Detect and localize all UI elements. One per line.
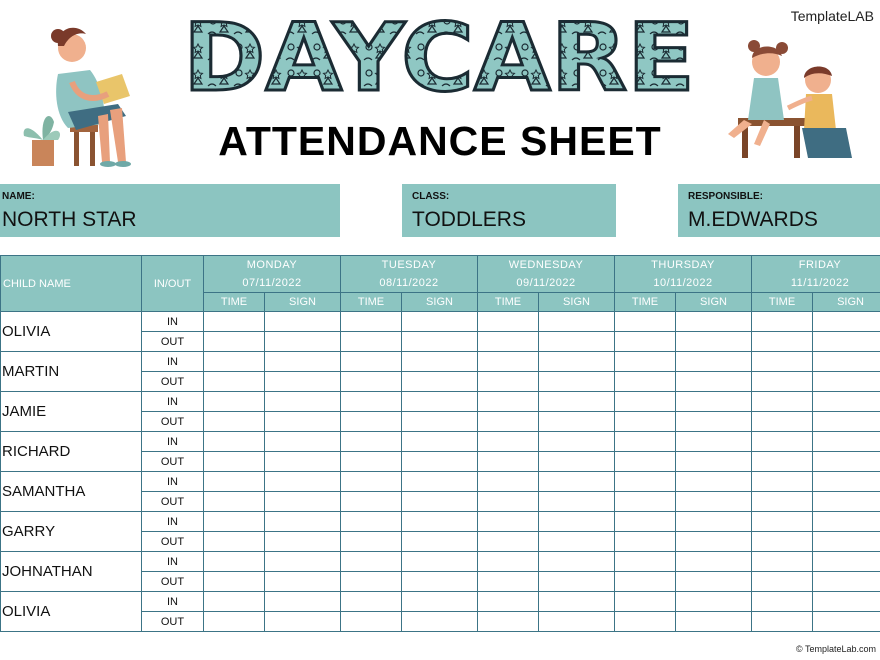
day-date: 10/11/2022 (653, 277, 713, 289)
in-label-cell: IN (142, 592, 204, 612)
sign-entry-cell[interactable] (539, 512, 615, 532)
time-entry-cell[interactable] (341, 352, 402, 372)
day-header (204, 256, 341, 293)
time-column-header: TIME (478, 293, 539, 312)
out-label-cell: OUT (142, 372, 204, 392)
sign-entry-cell[interactable] (265, 552, 341, 572)
time-entry-cell[interactable] (615, 572, 676, 592)
sign-entry-cell[interactable] (539, 332, 615, 352)
day-name: MONDAY (246, 259, 298, 271)
sign-entry-cell[interactable] (676, 452, 752, 472)
table-row (1, 472, 880, 492)
sign-column-header: SIGN (676, 293, 752, 312)
sign-entry-cell[interactable] (813, 352, 880, 372)
sign-entry-cell[interactable] (402, 472, 478, 492)
time-column-header: TIME (341, 293, 402, 312)
sign-entry-cell[interactable] (813, 552, 880, 572)
day-header (752, 256, 880, 293)
time-entry-cell[interactable] (615, 352, 676, 372)
table-row (1, 552, 880, 572)
child-name-cell: MARTIN (1, 352, 142, 392)
child-name-cell: GARRY (1, 512, 142, 552)
table-row (1, 312, 880, 332)
table-row (1, 512, 880, 532)
time-entry-cell[interactable] (478, 532, 539, 552)
name-value: NORTH STAR (2, 208, 137, 231)
time-entry-cell[interactable] (204, 472, 265, 492)
sign-entry-cell[interactable] (265, 352, 341, 372)
sign-entry-cell[interactable] (676, 572, 752, 592)
time-entry-cell[interactable] (341, 552, 402, 572)
time-entry-cell[interactable] (752, 392, 813, 412)
time-entry-cell[interactable] (341, 432, 402, 452)
time-entry-cell[interactable] (341, 452, 402, 472)
time-entry-cell[interactable] (478, 492, 539, 512)
sign-entry-cell[interactable] (539, 312, 615, 332)
sign-column-header: SIGN (402, 293, 478, 312)
day-name: TUESDAY (381, 259, 437, 271)
sign-entry-cell[interactable] (676, 412, 752, 432)
time-entry-cell[interactable] (478, 512, 539, 532)
in-label-cell: IN (142, 552, 204, 572)
sign-entry-cell[interactable] (265, 412, 341, 432)
sign-entry-cell[interactable] (813, 312, 880, 332)
time-entry-cell[interactable] (615, 332, 676, 352)
class-label: CLASS: (412, 191, 450, 202)
time-entry-cell[interactable] (341, 372, 402, 392)
time-column-header: TIME (752, 293, 813, 312)
time-entry-cell[interactable] (615, 472, 676, 492)
sign-entry-cell[interactable] (813, 392, 880, 412)
time-entry-cell[interactable] (204, 592, 265, 612)
attendance-sheet-title: ATTENDANCE SHEET (218, 118, 662, 164)
time-entry-cell[interactable] (341, 392, 402, 412)
sign-entry-cell[interactable] (539, 392, 615, 412)
sign-entry-cell[interactable] (265, 572, 341, 592)
sign-entry-cell[interactable] (813, 592, 880, 612)
table-row (1, 592, 880, 612)
sign-entry-cell[interactable] (539, 612, 615, 632)
time-entry-cell[interactable] (615, 452, 676, 472)
sign-entry-cell[interactable] (265, 452, 341, 472)
sign-entry-cell[interactable] (402, 392, 478, 412)
time-entry-cell[interactable] (341, 532, 402, 552)
sign-entry-cell[interactable] (539, 352, 615, 372)
time-entry-cell[interactable] (752, 352, 813, 372)
sign-entry-cell[interactable] (676, 492, 752, 512)
brand-logo: TemplateLAB (790, 8, 874, 24)
in-label-cell: IN (142, 512, 204, 532)
sign-entry-cell[interactable] (402, 592, 478, 612)
time-entry-cell[interactable] (478, 312, 539, 332)
time-entry-cell[interactable] (478, 572, 539, 592)
sign-entry-cell[interactable] (265, 592, 341, 612)
child-name-cell: RICHARD (1, 432, 142, 472)
attendance-table (0, 255, 880, 632)
day-date: 11/11/2022 (790, 277, 850, 289)
sign-entry-cell[interactable] (402, 312, 478, 332)
time-entry-cell[interactable] (204, 552, 265, 572)
sign-entry-cell[interactable] (539, 412, 615, 432)
table-row (1, 432, 880, 452)
sign-entry-cell[interactable] (676, 332, 752, 352)
sign-entry-cell[interactable] (402, 492, 478, 512)
sign-entry-cell[interactable] (402, 432, 478, 452)
sign-entry-cell[interactable] (402, 552, 478, 572)
child-name-cell: OLIVIA (1, 592, 142, 632)
time-entry-cell[interactable] (204, 412, 265, 432)
sign-entry-cell[interactable] (402, 532, 478, 552)
time-entry-cell[interactable] (752, 432, 813, 452)
sign-entry-cell[interactable] (539, 472, 615, 492)
in-label-cell: IN (142, 432, 204, 452)
sign-entry-cell[interactable] (265, 392, 341, 412)
time-entry-cell[interactable] (204, 352, 265, 372)
name-box (0, 184, 340, 237)
day-name: FRIDAY (798, 259, 842, 271)
sign-entry-cell[interactable] (539, 372, 615, 392)
sign-entry-cell[interactable] (813, 452, 880, 472)
in-label-cell: IN (142, 472, 204, 492)
time-entry-cell[interactable] (752, 612, 813, 632)
child-name-header: CHILD NAME (1, 256, 142, 312)
sign-entry-cell[interactable] (813, 472, 880, 492)
child-name-cell: SAMANTHA (1, 472, 142, 512)
day-header (341, 256, 478, 293)
day-header (615, 256, 752, 293)
time-entry-cell[interactable] (478, 552, 539, 572)
time-column-header: TIME (615, 293, 676, 312)
time-entry-cell[interactable] (752, 552, 813, 572)
class-box (402, 184, 616, 237)
class-value: TODDLERS (412, 208, 526, 231)
sign-entry-cell[interactable] (265, 312, 341, 332)
sign-entry-cell[interactable] (402, 412, 478, 432)
copyright-text: © TemplateLab.com (795, 644, 876, 654)
time-entry-cell[interactable] (478, 352, 539, 372)
sign-entry-cell[interactable] (676, 612, 752, 632)
sign-entry-cell[interactable] (676, 552, 752, 572)
time-entry-cell[interactable] (204, 572, 265, 592)
sign-entry-cell[interactable] (402, 612, 478, 632)
sign-entry-cell[interactable] (265, 472, 341, 492)
sign-entry-cell[interactable] (813, 512, 880, 532)
sign-entry-cell[interactable] (539, 592, 615, 612)
sign-entry-cell[interactable] (265, 612, 341, 632)
out-label-cell: OUT (142, 532, 204, 552)
sign-entry-cell[interactable] (676, 392, 752, 412)
sign-entry-cell[interactable] (402, 512, 478, 532)
sign-entry-cell[interactable] (813, 612, 880, 632)
sign-entry-cell[interactable] (265, 372, 341, 392)
name-label: NAME: (2, 191, 35, 202)
sign-entry-cell[interactable] (402, 572, 478, 592)
sign-entry-cell[interactable] (402, 372, 478, 392)
time-entry-cell[interactable] (204, 612, 265, 632)
time-entry-cell[interactable] (615, 312, 676, 332)
out-label-cell: OUT (142, 612, 204, 632)
sign-entry-cell[interactable] (265, 432, 341, 452)
time-entry-cell[interactable] (478, 472, 539, 492)
sign-column-header: SIGN (265, 293, 341, 312)
out-label-cell: OUT (142, 332, 204, 352)
in-label-cell: IN (142, 312, 204, 332)
sign-entry-cell[interactable] (539, 492, 615, 512)
time-entry-cell[interactable] (341, 412, 402, 432)
sign-entry-cell[interactable] (265, 512, 341, 532)
table-row (1, 392, 880, 412)
sign-entry-cell[interactable] (265, 332, 341, 352)
time-entry-cell[interactable] (478, 612, 539, 632)
out-label-cell: OUT (142, 412, 204, 432)
day-date: 08/11/2022 (379, 277, 439, 289)
time-entry-cell[interactable] (478, 412, 539, 432)
sign-entry-cell[interactable] (676, 432, 752, 452)
sign-entry-cell[interactable] (539, 572, 615, 592)
time-entry-cell[interactable] (752, 492, 813, 512)
day-name: THURSDAY (651, 259, 715, 271)
time-entry-cell[interactable] (752, 332, 813, 352)
sign-entry-cell[interactable] (676, 532, 752, 552)
sign-column-header: SIGN (813, 293, 880, 312)
sign-column-header: SIGN (539, 293, 615, 312)
sign-entry-cell[interactable] (676, 472, 752, 492)
time-entry-cell[interactable] (615, 392, 676, 412)
time-entry-cell[interactable] (615, 592, 676, 612)
time-entry-cell[interactable] (615, 372, 676, 392)
sign-entry-cell[interactable] (402, 332, 478, 352)
time-entry-cell[interactable] (478, 452, 539, 472)
time-entry-cell[interactable] (478, 432, 539, 452)
time-entry-cell[interactable] (615, 552, 676, 572)
time-entry-cell[interactable] (204, 432, 265, 452)
sign-entry-cell[interactable] (539, 432, 615, 452)
time-entry-cell[interactable] (752, 532, 813, 552)
time-entry-cell[interactable] (752, 592, 813, 612)
sign-entry-cell[interactable] (813, 432, 880, 452)
sign-entry-cell[interactable] (539, 552, 615, 572)
day-date: 09/11/2022 (516, 277, 576, 289)
day-header (478, 256, 615, 293)
sign-entry-cell[interactable] (402, 352, 478, 372)
sign-entry-cell[interactable] (813, 492, 880, 512)
out-label-cell: OUT (142, 452, 204, 472)
time-entry-cell[interactable] (204, 392, 265, 412)
time-entry-cell[interactable] (752, 472, 813, 492)
responsible-value: M.EDWARDS (688, 208, 818, 231)
time-entry-cell[interactable] (204, 492, 265, 512)
in-label-cell: IN (142, 352, 204, 372)
sign-entry-cell[interactable] (676, 312, 752, 332)
sign-entry-cell[interactable] (813, 412, 880, 432)
time-entry-cell[interactable] (204, 452, 265, 472)
table-row (1, 352, 880, 372)
sign-entry-cell[interactable] (813, 372, 880, 392)
day-name: WEDNESDAY (508, 259, 584, 271)
time-entry-cell[interactable] (752, 312, 813, 332)
time-entry-cell[interactable] (615, 532, 676, 552)
time-entry-cell[interactable] (204, 332, 265, 352)
child-name-cell: JOHNATHAN (1, 552, 142, 592)
time-entry-cell[interactable] (752, 512, 813, 532)
sign-entry-cell[interactable] (676, 512, 752, 532)
sign-entry-cell[interactable] (813, 532, 880, 552)
sign-entry-cell[interactable] (676, 372, 752, 392)
time-entry-cell[interactable] (615, 432, 676, 452)
time-entry-cell[interactable] (615, 612, 676, 632)
sign-entry-cell[interactable] (265, 492, 341, 512)
time-entry-cell[interactable] (752, 372, 813, 392)
time-entry-cell[interactable] (341, 472, 402, 492)
time-entry-cell[interactable] (615, 492, 676, 512)
sign-entry-cell[interactable] (402, 452, 478, 472)
time-entry-cell[interactable] (341, 312, 402, 332)
time-entry-cell[interactable] (341, 492, 402, 512)
time-column-header: TIME (204, 293, 265, 312)
in-out-header: IN/OUT (142, 256, 204, 312)
sign-entry-cell[interactable] (265, 532, 341, 552)
sign-entry-cell[interactable] (813, 332, 880, 352)
time-entry-cell[interactable] (341, 612, 402, 632)
sign-entry-cell[interactable] (539, 452, 615, 472)
sign-entry-cell[interactable] (813, 572, 880, 592)
time-entry-cell[interactable] (341, 332, 402, 352)
time-entry-cell[interactable] (752, 412, 813, 432)
out-label-cell: OUT (142, 492, 204, 512)
time-entry-cell[interactable] (341, 512, 402, 532)
daycare-title-text: DAYCARE (183, 14, 695, 98)
sign-entry-cell[interactable] (539, 532, 615, 552)
time-entry-cell[interactable] (752, 572, 813, 592)
responsible-label: RESPONSIBLE: (688, 191, 764, 202)
daycare-title (180, 14, 698, 98)
time-entry-cell[interactable] (752, 452, 813, 472)
time-entry-cell[interactable] (478, 372, 539, 392)
time-entry-cell[interactable] (478, 592, 539, 612)
out-label-cell: OUT (142, 572, 204, 592)
time-entry-cell[interactable] (204, 512, 265, 532)
child-name-cell: JAMIE (1, 392, 142, 432)
time-entry-cell[interactable] (341, 572, 402, 592)
time-entry-cell[interactable] (204, 312, 265, 332)
time-entry-cell[interactable] (478, 392, 539, 412)
sign-entry-cell[interactable] (676, 592, 752, 612)
time-entry-cell[interactable] (615, 412, 676, 432)
time-entry-cell[interactable] (478, 332, 539, 352)
time-entry-cell[interactable] (204, 532, 265, 552)
day-date: 07/11/2022 (242, 277, 302, 289)
child-name-cell: OLIVIA (1, 312, 142, 352)
sign-entry-cell[interactable] (676, 352, 752, 372)
responsible-box (678, 184, 880, 237)
time-entry-cell[interactable] (204, 372, 265, 392)
time-entry-cell[interactable] (615, 512, 676, 532)
time-entry-cell[interactable] (341, 592, 402, 612)
in-label-cell: IN (142, 392, 204, 412)
